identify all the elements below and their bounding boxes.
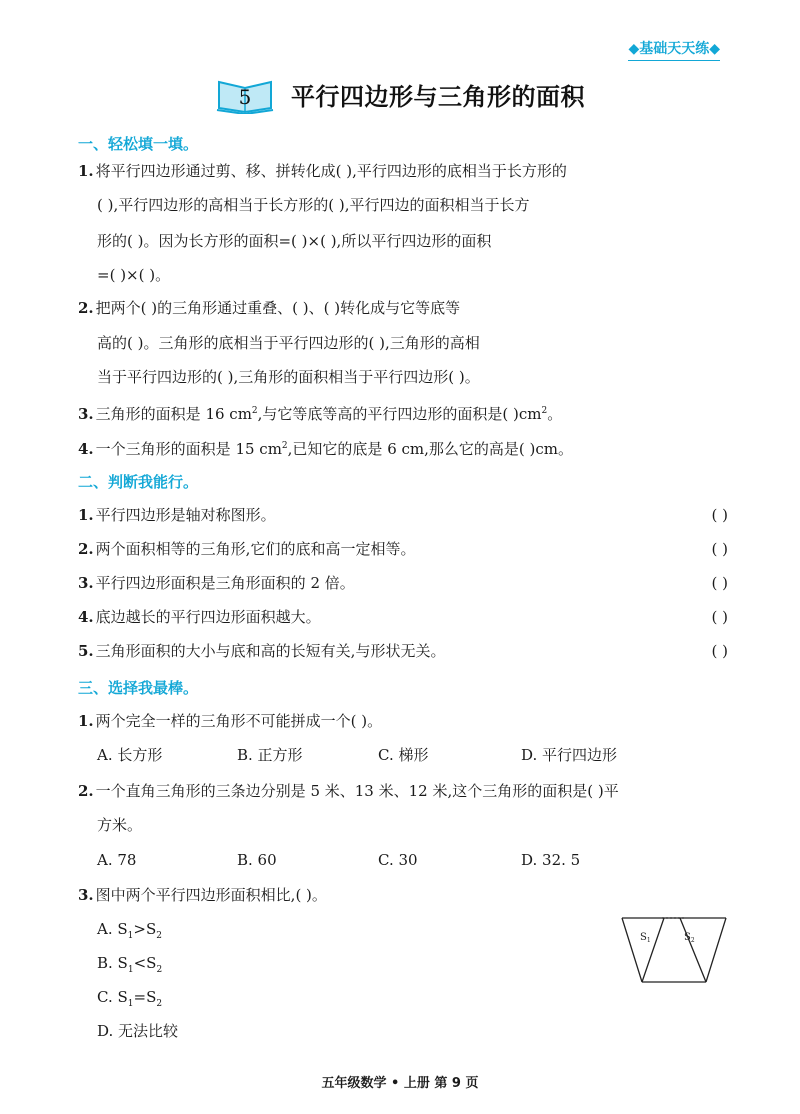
question-number: 2. [78,782,94,800]
subscript: 1 [127,931,134,941]
choice-option[interactable]: D. 平行四边形 [521,746,618,764]
answer-paren[interactable]: ( ) [711,608,728,626]
subscript: 2 [156,965,163,975]
question-text: 平行四边形面积是三角形面积的 2 倍。 [95,574,355,592]
subscript: 2 [156,999,163,1009]
svg-text:S2: $S_2$ [684,932,695,944]
fill-q1-line4: =( )×( )。 [97,266,171,284]
fill-q2-line3: 当于平行四边形的( ),三角形的面积相当于平行四边形( )。 [97,368,480,386]
svg-text:S1: $S_1$ [640,932,651,944]
question-number: 1. [78,162,94,180]
superscript: 2 [281,441,288,451]
fill-q1-line3: 形的( )。因为长方形的面积=( )×( ),所以平行四边形的面积 [97,232,492,250]
question-text: 。 [547,405,563,423]
superscript: 2 [251,406,258,416]
question-number: 4. [78,440,94,458]
superscript: 2 [541,406,548,416]
fill-q2-line1 [78,298,728,318]
subscript: 1 [127,965,134,975]
question-text: 三角形的面积是 16 cm [95,405,252,423]
judge-item [78,641,728,661]
question-text: 两个面积相等的三角形,它们的底和高一定相等。 [95,540,416,558]
fill-q2-line2: 高的( )。三角形的底相当于平行四边形的( ),三角形的高相 [97,334,480,352]
option-text: <S [133,954,157,972]
section-title-fill: 一、轻松填一填。 [78,135,199,153]
option-text: >S [133,920,157,938]
choice-option[interactable]: C. 梯形 [378,746,429,764]
question-text: 一个直角三角形的三条边分别是 5 米、13 米、12 米,这个三角形的面积是( )平 [95,782,619,800]
section-title-choice: 三、选择我最棒。 [78,679,199,697]
fill-q4 [78,436,728,459]
question-number: 2. [78,299,94,317]
choice-q2-line1 [78,781,728,801]
question-text: 平行四边形是轴对称图形。 [95,506,276,524]
subscript: 1 [127,999,134,1009]
choice-q2-line2: 方米。 [97,816,143,834]
option-text: =S [133,988,157,1006]
choice-q3 [78,885,728,905]
question-text: ,与它等底等高的平行四边形的面积是( )cm [257,405,542,423]
page-title: 平行四边形与三角形的面积 [291,81,585,111]
question-text: 一个三角形的面积是 15 cm [95,440,282,458]
choice-q1 [78,711,728,731]
parallelogram-figure [618,912,730,988]
question-text: 把两个( )的三角形通过重叠、( )、( )转化成与它等底等 [95,299,461,317]
choice-option[interactable]: C. 30 [378,851,418,869]
question-number: 1. [78,712,94,730]
page-footer: 五年级数学 • 上册 第 9 页 [321,1076,479,1091]
question-number: 3. [78,574,94,592]
fill-q3 [78,401,728,424]
choice-option[interactable]: A. 78 [97,851,137,869]
question-number: 2. [78,540,94,558]
section-title-judge: 二、判断我能行。 [78,473,199,491]
question-text: 图中两个平行四边形面积相比,( )。 [95,886,327,904]
answer-paren[interactable]: ( ) [711,506,728,524]
answer-paren[interactable]: ( ) [711,642,728,660]
judge-item [78,539,728,559]
choice-option[interactable]: B. 正方形 [237,746,303,764]
choice-option[interactable] [97,919,162,946]
judge-item [78,505,728,525]
answer-paren[interactable]: ( ) [711,540,728,558]
question-number: 1. [78,506,94,524]
fill-q1-line2: ( ),平行四边形的高相当于长方形的( ),平行四边的面积相当于长方 [97,196,530,214]
question-text: 底边越长的平行四边形面积越大。 [95,608,321,626]
choice-option[interactable] [97,953,162,980]
page-title-row [0,72,800,116]
option-text: B. S [97,954,128,972]
series-tag: ◆基础天天练◆ [628,38,720,61]
question-text: 两个完全一样的三角形不可能拼成一个( )。 [95,712,383,730]
answer-paren[interactable]: ( ) [711,574,728,592]
choice-option[interactable]: D. 无法比较 [97,1022,179,1040]
judge-item [78,607,728,627]
question-number: 3. [78,886,94,904]
option-text: A. S [97,920,128,938]
lesson-number: 5 [238,85,252,109]
question-text: 将平行四边形通过剪、移、拼转化成( ),平行四边形的底相当于长方形的 [95,162,567,180]
option-text: C. S [97,988,128,1006]
choice-option[interactable]: A. 长方形 [97,746,163,764]
question-number: 3. [78,405,94,423]
question-text: ,已知它的底是 6 cm,那么它的高是( )cm。 [287,440,573,458]
question-number: 5. [78,642,94,660]
question-number: 4. [78,608,94,626]
judge-item [78,573,728,593]
choice-option[interactable]: D. 32. 5 [521,851,581,869]
question-text: 三角形面积的大小与底和高的长短有关,与形状无关。 [95,642,446,660]
fill-q1-line1 [78,161,728,181]
subscript: 2 [156,931,162,941]
choice-option[interactable]: B. 60 [237,851,277,869]
choice-option[interactable] [97,987,162,1014]
open-book-icon [215,74,275,114]
